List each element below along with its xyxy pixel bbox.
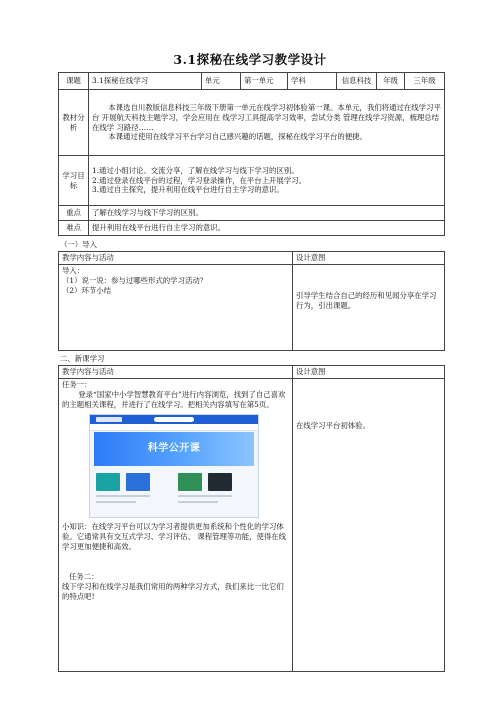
- analysis-paragraph-2: 本课通过使用在线学习平台学习自己感兴趣的话题，探秘在线学习平台的便捷。: [108, 132, 367, 142]
- analysis-paragraph-1: 本课选自川教版信息科技三年级下册第一单元在线学习初体验第一课。本单元，我们将通过在线学习平台 开展航天科技主题学习，学会应用在 线学习工具提高学习效率，尝试分类 管理在线学习资源，梳理总结在线学 习路径……: [92, 102, 441, 132]
- analysis-cell: [89, 90, 445, 156]
- course-card: [96, 473, 120, 491]
- platform-screenshot: [89, 414, 259, 518]
- course-card: [208, 473, 232, 491]
- new-lesson-table: [58, 365, 445, 672]
- section-intro-heading: （一）导入: [60, 240, 97, 249]
- task2-title: 任务二：: [69, 571, 99, 581]
- lesson-intent-text: 在线学习平台初体验。: [296, 421, 370, 430]
- intro-content-cell: [59, 265, 293, 351]
- goal-item: 2.通过登录在线平台的过程，学习登录操作，在平台上开展学习。: [92, 175, 306, 185]
- intro-line: 导入：: [62, 266, 85, 275]
- difficulty-label: 难点: [59, 221, 89, 236]
- lesson-col-content-header: 教学内容与活动: [59, 366, 293, 379]
- key-value: 了解在线学习与线下学习的区别。: [89, 206, 445, 221]
- tip-text: 小知识：在线学习平台可以为学习者提供更加系统和个性化的学习体验。它通常具有交互式学习、学习评估、 课程管理等功能，使得在线学习更加便捷和高效。: [62, 521, 287, 551]
- grade-label: 年级: [377, 73, 405, 90]
- goal-item: 1.通过小组讨论、交流分享，了解在线学习与线下学习的区别。: [92, 165, 299, 175]
- key-label: 重点: [59, 206, 89, 221]
- screenshot-text-line: [96, 495, 150, 497]
- lesson-col-intent-header: 设计意图: [293, 366, 445, 379]
- screenshot-text-line: [96, 501, 136, 503]
- task1-text: 登录“国家中小学智慧教育平台”进行内容浏览，找到了自己喜欢的主题相关课程，并进行了在线学习。把相关内容填写在第5页。: [62, 389, 286, 409]
- screenshot-nav: [90, 424, 258, 431]
- analysis-label: 教材分析: [59, 90, 89, 156]
- platform-logo: [96, 417, 122, 422]
- grade-value: 三年级: [405, 73, 445, 90]
- course-card: [178, 473, 202, 491]
- screenshot-search-box: [154, 417, 194, 422]
- subject-label: 学科: [288, 73, 337, 90]
- intro-col-content-header: 教学内容与活动: [59, 252, 293, 265]
- lesson-intent-cell: [293, 379, 445, 672]
- goals-cell: [89, 156, 445, 206]
- course-label: 课题: [59, 73, 89, 90]
- screenshot-text-line: [178, 501, 218, 503]
- intro-table: [58, 251, 445, 351]
- section-new-lesson-heading: 二、新课学习: [60, 354, 105, 363]
- screenshot-banner: 科学公开课: [94, 432, 254, 466]
- intro-intent-cell: 引导学生结合自己的经历和见闻分享在学习行为，引出课题。: [293, 265, 445, 351]
- lesson-content-cell: [59, 379, 293, 672]
- goal-item: 3.通过自主探究，提升利用在线平台进行自主学习的意识。: [92, 185, 284, 195]
- course-card: [126, 473, 150, 491]
- task2-text: 线下学习和在线学习是我们常用的两种学习方式，我们来比一比它们的特点吧!: [62, 581, 284, 601]
- intro-line: （1）说一说：参与过哪些形式的学习活动？: [62, 275, 208, 285]
- lesson-info-table: [58, 72, 445, 236]
- unit-value: 第一单元: [241, 73, 288, 90]
- subject-value: 信息科技: [337, 73, 377, 90]
- page-title: 3.1探秘在线学习教学设计: [173, 52, 327, 67]
- task1-title: 任务一：: [62, 380, 92, 389]
- intro-line: （2）环节小结: [62, 285, 112, 295]
- screenshot-text-line: [178, 495, 232, 497]
- difficulty-value: 提升利用在线平台进行自主学习的意识。: [89, 221, 445, 236]
- unit-label: 单元: [202, 73, 241, 90]
- intro-col-intent-header: 设计意图: [293, 252, 445, 265]
- goals-label: 学习目标: [59, 156, 89, 206]
- course-value: 3.1探秘在线学习: [89, 73, 202, 90]
